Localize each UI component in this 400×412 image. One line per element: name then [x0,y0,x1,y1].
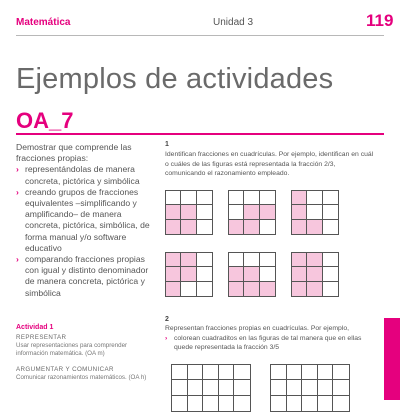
skill-name: ARGUMENTAR Y COMUNICAR [16,366,114,373]
grid-cell [323,253,338,267]
subject-label: Matemática [16,17,71,28]
objective-intro: Demostrar que comprende las fracciones propias: [16,142,132,164]
grid-cell-filled [260,282,275,296]
objective-item: › comparando fracciones propias con igual y distinto denominador de manera concreta, pictórica y simbólica [16,254,154,299]
grid-cell[interactable] [188,365,204,380]
grid-cell[interactable] [333,380,349,395]
grid-cell-filled [166,282,181,296]
objective-item: › creando grupos de fracciones equivalentes –simplificando y amplificando– de manera concreta, pictórica, simbólica, de forma manual y/o software educativo [16,187,154,254]
grid-cell[interactable] [234,396,250,411]
oa-divider [16,133,384,135]
grid-cell [197,267,212,281]
grid-cell[interactable] [271,396,287,411]
grid-cell [260,191,275,205]
grid-cell [307,191,322,205]
activity-title: Actividad 1 [16,324,54,331]
grid-cell-filled [166,205,181,219]
grid-cell-filled [292,191,307,205]
page-number: 119 [366,11,394,30]
fraction-grid [291,252,339,297]
grid-cell [244,253,259,267]
grid-cell[interactable] [287,396,303,411]
grid-cell [197,205,212,219]
grid-cell [197,220,212,234]
grid-cell [323,191,338,205]
grid-cell [197,253,212,267]
fraction-grid [228,190,276,235]
grid-cell [181,282,196,296]
skill-description: Usar representaciones para comprender información matemática. (OA m) [16,342,128,357]
grid-cell [260,253,275,267]
unit-label: Unidad 3 [213,17,254,28]
grid-cell[interactable] [234,380,250,395]
grid-cell [197,282,212,296]
grid-cell [181,191,196,205]
grid-cell [229,191,244,205]
grid-cell[interactable] [172,380,188,395]
grid-cell[interactable] [203,365,219,380]
grid-cell-filled [292,267,307,281]
grid-cell [323,220,338,234]
fraction-grid [291,190,339,235]
grid-cell[interactable] [188,380,204,395]
grid-cell[interactable] [219,396,235,411]
grid-cell[interactable] [318,365,334,380]
grid-cell[interactable] [318,380,334,395]
grid-cell [260,220,275,234]
skill-name: REPRESENTAR [16,334,67,341]
grid-cell-filled [229,267,244,281]
blank-grid[interactable] [171,364,251,412]
grid-cell [307,205,322,219]
grid-cell-filled [292,205,307,219]
fraction-grid [165,252,213,297]
grid-cell [260,267,275,281]
grid-cell [229,205,244,219]
side-tab [384,318,400,400]
grid-cell [229,253,244,267]
grid-cell-filled [229,282,244,296]
grid-cell-filled [292,282,307,296]
grid-cell-filled [307,267,322,281]
grid-cell[interactable] [302,396,318,411]
grid-cell[interactable] [219,380,235,395]
grid-cell[interactable] [271,365,287,380]
skill-description: Comunicar razonamientos matemáticos. (OA h) [16,374,147,381]
grid-cell-filled [181,253,196,267]
objective-block [16,142,154,299]
grid-cell[interactable] [287,365,303,380]
grid-cell-filled [244,220,259,234]
grid-cell[interactable] [188,396,204,411]
exercise-instruction-text: Representan fracciones propias en cuadrículas. Por ejemplo, [165,325,349,332]
grid-cell[interactable] [172,365,188,380]
grid-cell[interactable] [302,365,318,380]
exercise-instruction [165,324,375,353]
fraction-grid [165,190,213,235]
grid-cell-filled [260,205,275,219]
grid-cell[interactable] [287,380,303,395]
grid-cell [323,205,338,219]
grid-cell-filled [244,267,259,281]
grid-cell-filled [166,253,181,267]
grid-cell [323,267,338,281]
grid-cell [166,191,181,205]
grid-cell-filled [244,205,259,219]
grid-cell[interactable] [333,365,349,380]
grid-cell [197,191,212,205]
grid-cell-filled [181,205,196,219]
oa-code: OA_7 [16,108,74,133]
grid-cell-filled [307,220,322,234]
exercise-number: 1 [165,141,169,148]
grid-cell-filled [166,267,181,281]
grid-cell[interactable] [219,365,235,380]
grid-cell[interactable] [172,396,188,411]
objective-item: › representándolas de manera concreta, pictórica y simbólica [16,164,154,186]
grid-cell-filled [181,267,196,281]
grid-cell-filled [307,253,322,267]
grid-cell[interactable] [234,365,250,380]
grid-cell-filled [229,220,244,234]
exercise-number: 2 [165,316,169,323]
grid-cell[interactable] [302,380,318,395]
exercise-bullet: › colorean cuadraditos en las figuras de tal manera que en ellas quede representada la fracción 3/5 [165,334,375,353]
grid-cell-filled [292,253,307,267]
fraction-grid [228,252,276,297]
grid-cell [323,282,338,296]
grid-cell [244,191,259,205]
grid-cell[interactable] [333,396,349,411]
page-title: Ejemplos de actividades [16,63,334,95]
grid-cell-filled [166,220,181,234]
objective-list [16,164,154,298]
grid-cell[interactable] [203,380,219,395]
header-divider [16,35,384,36]
grid-cell-filled [181,220,196,234]
grid-cell-filled [244,282,259,296]
grid-cell[interactable] [271,380,287,395]
blank-grid[interactable] [270,364,350,412]
exercise-instruction: Identifican fracciones en cuadrículas. Por ejemplo, identifican en cuál o cuáles de las figuras está representada la fracción 2/3, comunicando el razonamiento empleado. [165,151,374,177]
grid-cell-filled [307,282,322,296]
grid-cell[interactable] [203,396,219,411]
grid-cell-filled [292,220,307,234]
grid-cell[interactable] [318,396,334,411]
